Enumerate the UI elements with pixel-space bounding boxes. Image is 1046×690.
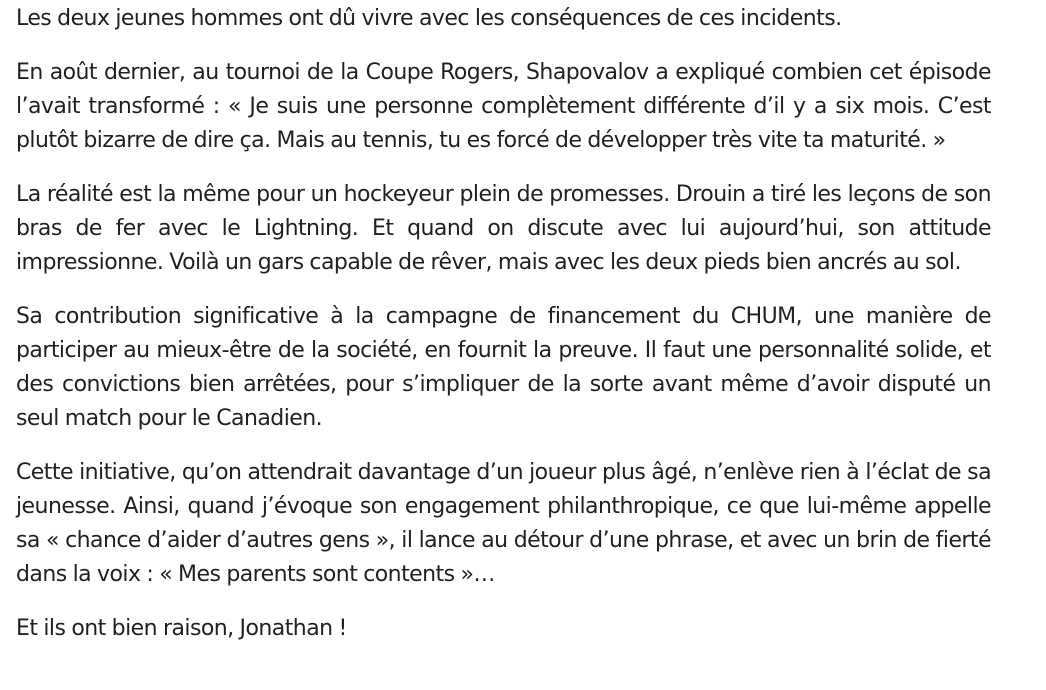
- article-paragraph-6: Et ils ont bien raison, Jonathan !: [16, 616, 347, 641]
- article-body: [0, 2, 1046, 690]
- article-paragraph-1: Les deux jeunes hommes ont dû vivre avec les conséquences de ces incidents.: [16, 6, 842, 31]
- article-paragraph-2: En août dernier, au tournoi de la Coupe Rogers, Shapovalov a expliqué combien cet épisode l’avait transformé : « Je suis une personne complètement différente d’il y a six mois. C’est plutôt bizarre de dire ça. Mais au tennis, tu es forcé de développer très vite ta maturité. »: [16, 60, 991, 153]
- article-paragraph-4: Sa contribution significative à la campagne de financement du CHUM, une manière de participer au mieux-être de la société, en fournit la preuve. Il faut une personnalité solide, et des convictions bien arrêtées, pour s’impliquer de la sorte avant même d’avoir disputé un seul match pour le Canadien.: [16, 304, 991, 431]
- article-paragraph-3: La réalité est la même pour un hockeyeur plein de promesses. Drouin a tiré les leçons de son bras de fer avec le Lightning. Et quand on discute avec lui aujourd’hui, son attitude impressionne. Voilà un gars capable de rêver, mais avec les deux pieds bien ancrés au sol.: [16, 182, 991, 275]
- article-paragraph-5: Cette initiative, qu’on attendrait davantage d’un joueur plus âgé, n’enlève rien à l’éclat de sa jeunesse. Ainsi, quand j’évoque son engagement philanthropique, ce que lui-même appelle sa « chance d’aider d’autres gens », il lance au détour d’une phrase, et avec un brin de fierté dans la voix : « Mes parents sont contents »…: [16, 460, 991, 587]
